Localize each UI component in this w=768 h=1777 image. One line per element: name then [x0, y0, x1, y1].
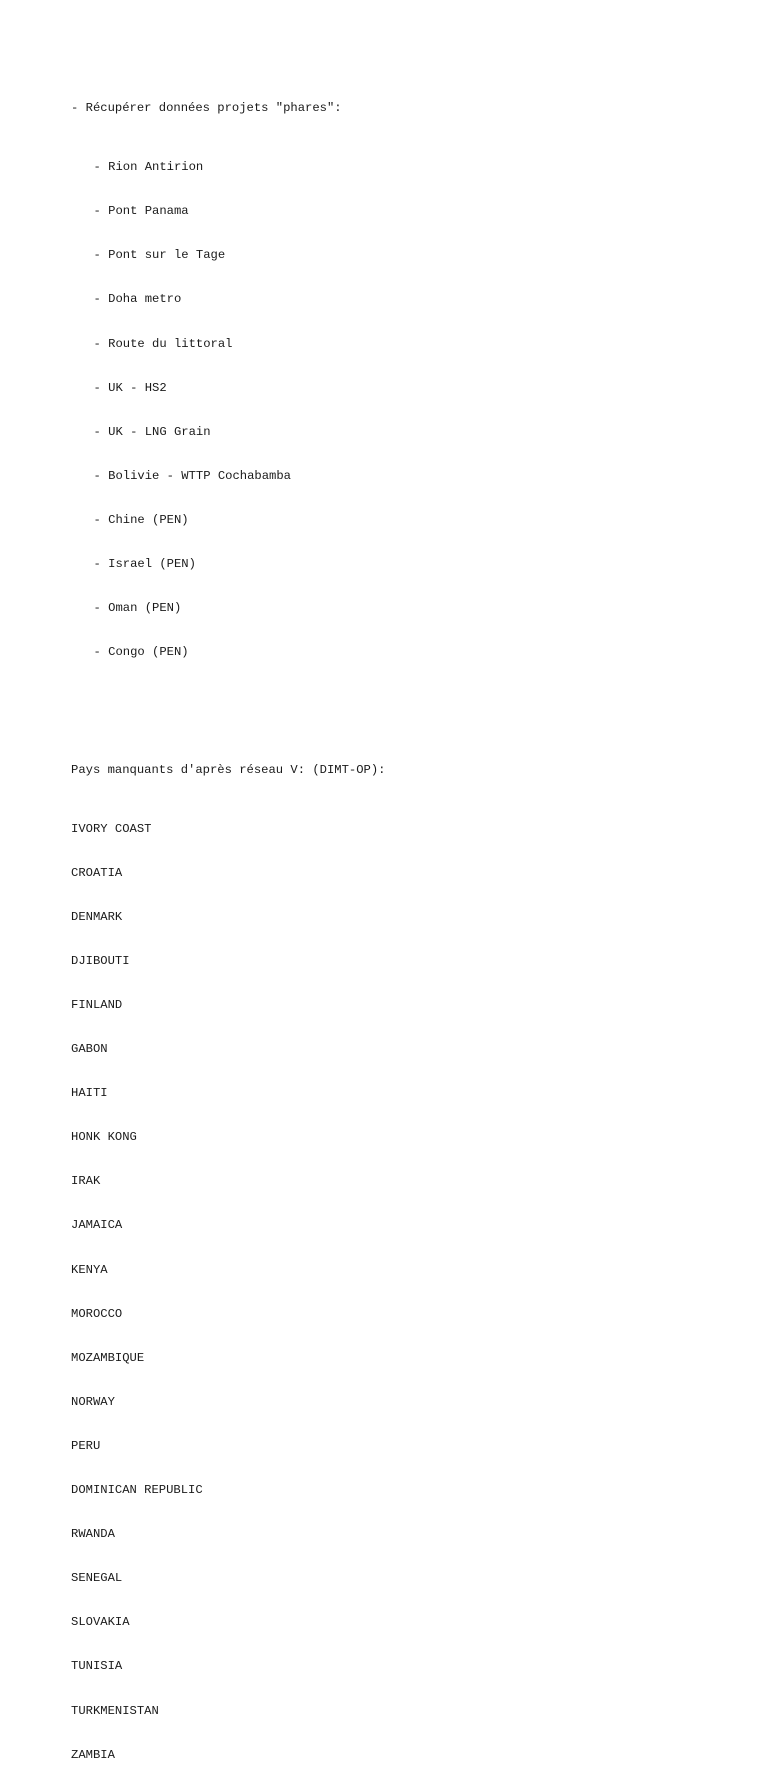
country-item: DOMINICAN REPUBLIC: [71, 1483, 203, 1498]
missing-countries-heading: Pays manquants d'après réseau V: (DIMT-OP):: [71, 762, 386, 777]
country-item: MOZAMBIQUE: [71, 1350, 145, 1365]
blank-line: [71, 704, 731, 719]
country-item: SLOVAKIA: [71, 1615, 130, 1630]
project-item: - UK - HS2: [93, 380, 167, 395]
country-item: ZAMBIA: [71, 1747, 115, 1762]
project-item: - Chine (PEN): [93, 512, 189, 527]
project-item: - Pont Panama: [93, 204, 189, 219]
projects-heading: - Récupérer données projets "phares":: [71, 101, 342, 116]
country-item: KENYA: [71, 1262, 108, 1277]
project-item: - Israel (PEN): [93, 557, 196, 572]
country-item: MOROCCO: [71, 1306, 123, 1321]
country-item: HAITI: [71, 1086, 108, 1101]
project-item: - Congo (PEN): [93, 645, 189, 660]
country-item: FINLAND: [71, 998, 123, 1012]
country-item: PERU: [71, 1438, 101, 1453]
country-item: JAMAICA: [71, 1218, 123, 1233]
country-item: SENEGAL: [71, 1571, 123, 1586]
country-item: GABON: [71, 1042, 108, 1057]
project-item: - Bolivie - WTTP Cochabamba: [93, 468, 291, 483]
country-item: DENMARK: [71, 909, 123, 924]
project-item: - Doha metro: [93, 292, 182, 307]
country-item: RWANDA: [71, 1527, 115, 1542]
country-item: HONK KONG: [71, 1130, 137, 1145]
country-item: CROATIA: [71, 865, 123, 880]
project-item: - Rion Antirion: [93, 160, 204, 175]
country-item: NORWAY: [71, 1394, 115, 1409]
country-item: TUNISIA: [71, 1659, 123, 1674]
country-item: TURKMENISTAN: [71, 1703, 159, 1718]
project-item: - Oman (PEN): [93, 601, 182, 616]
document-body: [71, 72, 731, 1777]
project-item: - Route du littoral: [93, 336, 233, 351]
project-item: - Pont sur le Tage: [93, 248, 226, 263]
country-item: DJIBOUTI: [71, 953, 130, 968]
project-item: - UK - LNG Grain: [93, 424, 211, 439]
country-item: IVORY COAST: [71, 821, 152, 836]
country-item: IRAK: [71, 1174, 101, 1189]
